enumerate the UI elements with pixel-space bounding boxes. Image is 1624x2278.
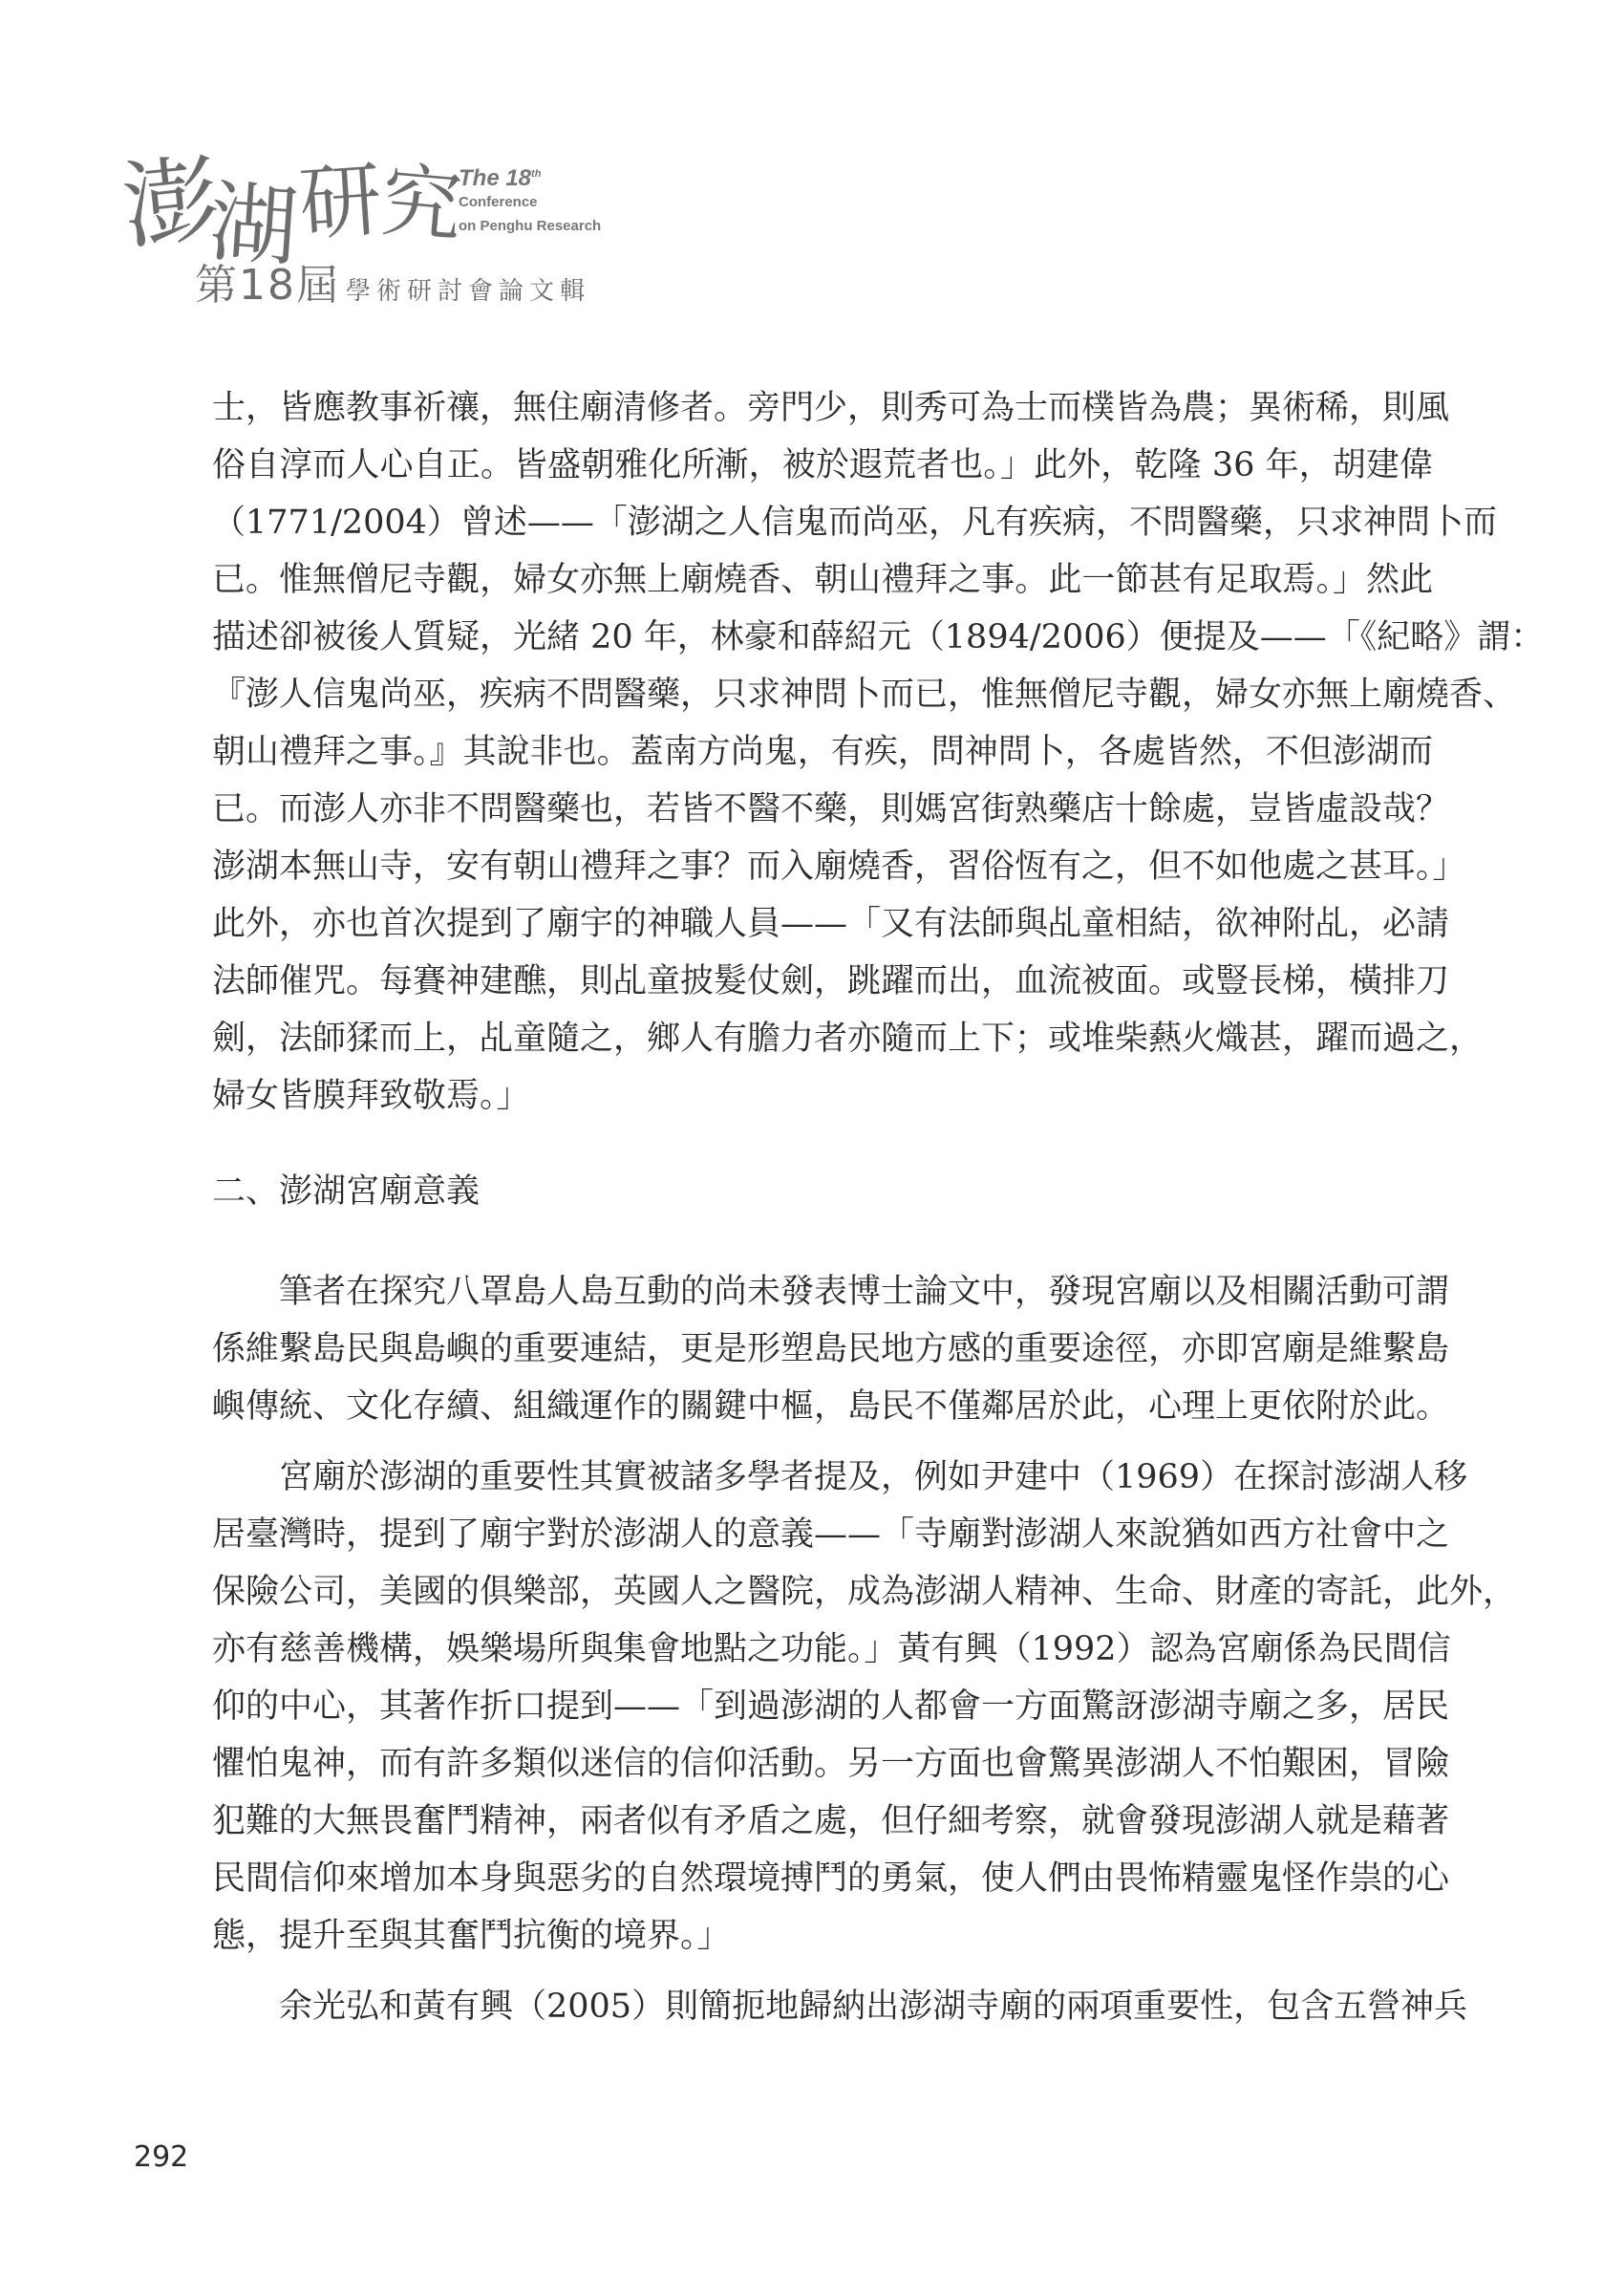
- logo-char-peng: 澎: [118, 142, 224, 264]
- section-heading: 二、澎湖宮廟意義: [212, 1172, 481, 1211]
- paragraph-1: [212, 379, 1545, 1125]
- text-line: 法師催咒。每賽神建醮，則乩童披髮仗劍，跳躍而出，血流被面。或豎長梯，橫排刀: [212, 962, 1450, 1000]
- edition-sub: 學術研討會論文輯: [346, 277, 591, 306]
- text-line: 係維繫島民與島嶼的重要連結，更是形塑島民地方感的重要途徑，亦即宮廟是維繫島: [212, 1330, 1450, 1368]
- text-line: 懼怕鬼神，而有許多類似迷信的信仰活動。另一方面也會驚異澎湖人不怕艱困，冒險: [212, 1745, 1450, 1783]
- text-line: 俗自淳而人心自正。皆盛朝雅化所漸，被於遐荒者也。」此外，乾隆 36 年，胡建偉: [212, 446, 1433, 484]
- conference-line1-sup: th: [531, 168, 542, 180]
- text-line: 居臺灣時，提到了廟宇對於澎湖人的意義——「寺廟對澎湖人來說猶如西方社會中之: [212, 1515, 1450, 1554]
- text-line: 態，提升至與其奮鬥抗衡的境界。」: [212, 1917, 731, 1955]
- text-line: 仰的中心，其著作折口提到——「到過澎湖的人都會一方面驚訝澎湖寺廟之多，居民: [212, 1687, 1450, 1726]
- text-line: 澎湖本無山寺，安有朝山禮拜之事？而入廟燒香，習俗恆有之，但不如他處之甚耳。」: [212, 848, 1466, 886]
- logo-char-jiu: 究: [377, 153, 466, 254]
- text-line: 此外，亦也首次提到了廟宇的神職人員——「又有法師與乩童相結，欲神附乩，必請: [212, 905, 1450, 943]
- body-text: [212, 379, 1545, 2035]
- logo-char-yan: 研: [296, 152, 385, 253]
- text-line: 余光弘和黃有興（2005）則簡扼地歸納出澎湖寺廟的兩項重要性，包含五營神兵: [279, 1988, 1468, 2026]
- text-line: 筆者在探究八罩島人島互動的尚未發表博士論文中，發現宮廟以及相關活動可謂: [279, 1273, 1450, 1311]
- edition-title: [195, 250, 590, 312]
- text-line: 士，皆應教事祈禳，無住廟清修者。旁門少，則秀可為士而樸皆為農；異術稀，則風: [212, 389, 1450, 427]
- text-line: 犯難的大無畏奮鬥精神，兩者似有矛盾之處，但仔細考察，就會發現澎湖人就是藉著: [212, 1802, 1450, 1840]
- edition-main: 第18屆: [195, 261, 340, 310]
- page-number: 292: [134, 2140, 189, 2174]
- conference-english-title: [459, 162, 630, 238]
- conference-line3: on Penghu Research: [459, 218, 602, 234]
- text-line: 描述卻被後人質疑，光緒 20 年，林豪和薛紹元（1894/2006）便提及——「《紀略》謂：: [212, 618, 1545, 656]
- text-line: 保險公司，美國的俱樂部，英國人之醫院，成為澎湖人精神、生命、財產的寄託，此外，: [212, 1573, 1517, 1611]
- text-line: 嶼傳統、文化存續、組織運作的關鍵中樞，島民不僅鄰居於此，心理上更依附於此。: [212, 1387, 1450, 1426]
- text-line: 亦有慈善機構，娛樂場所與集會地點之功能。」黃有興（1992）認為宮廟係為民間信: [212, 1630, 1451, 1668]
- text-line: 已。而澎人亦非不問醫藥也，若皆不醫不藥，則媽宮街熟藥店十餘處，豈皆虛設哉？: [212, 790, 1450, 828]
- conference-line2: Conference: [459, 194, 538, 210]
- text-line: 民間信仰來增加本身與惡劣的自然環境搏鬥的勇氣，使人們由畏怖精靈鬼怪作祟的心: [212, 1859, 1450, 1898]
- text-line: 已。惟無僧尼寺觀，婦女亦無上廟燒香、朝山禮拜之事。此一節甚有足取焉。」然此: [212, 561, 1433, 599]
- paragraph-3: [212, 1449, 1517, 1965]
- conference-line1: The 18: [459, 165, 532, 191]
- text-line: 朝山禮拜之事。』其說非也。蓋南方尚鬼，有疾，問神問卜，各處皆然，不但澎湖而: [212, 733, 1433, 771]
- text-line: 婦女皆膜拜致敬焉。」: [212, 1077, 530, 1115]
- paragraph-4: [212, 1978, 1468, 2035]
- journal-header: [118, 113, 619, 310]
- paragraph-2: [212, 1263, 1450, 1435]
- text-line: 『澎人信鬼尚巫，疾病不問醫藥，只求神問卜而已，惟無僧尼寺觀，婦女亦無上廟燒香、: [212, 676, 1517, 714]
- text-line: （1771/2004）曾述——「澎湖之人信鬼而尚巫，凡有疾病，不問醫藥，只求神問卜而: [212, 504, 1497, 542]
- logo-char-hu: 湖: [205, 170, 302, 280]
- text-line: 劍，法師猱而上，乩童隨之，鄉人有膽力者亦隨而上下；或堆柴爇火熾甚，躍而過之，: [212, 1020, 1484, 1058]
- text-line: 宮廟於澎湖的重要性其實被諸多學者提及，例如尹建中（1969）在探討澎湖人移: [279, 1458, 1468, 1496]
